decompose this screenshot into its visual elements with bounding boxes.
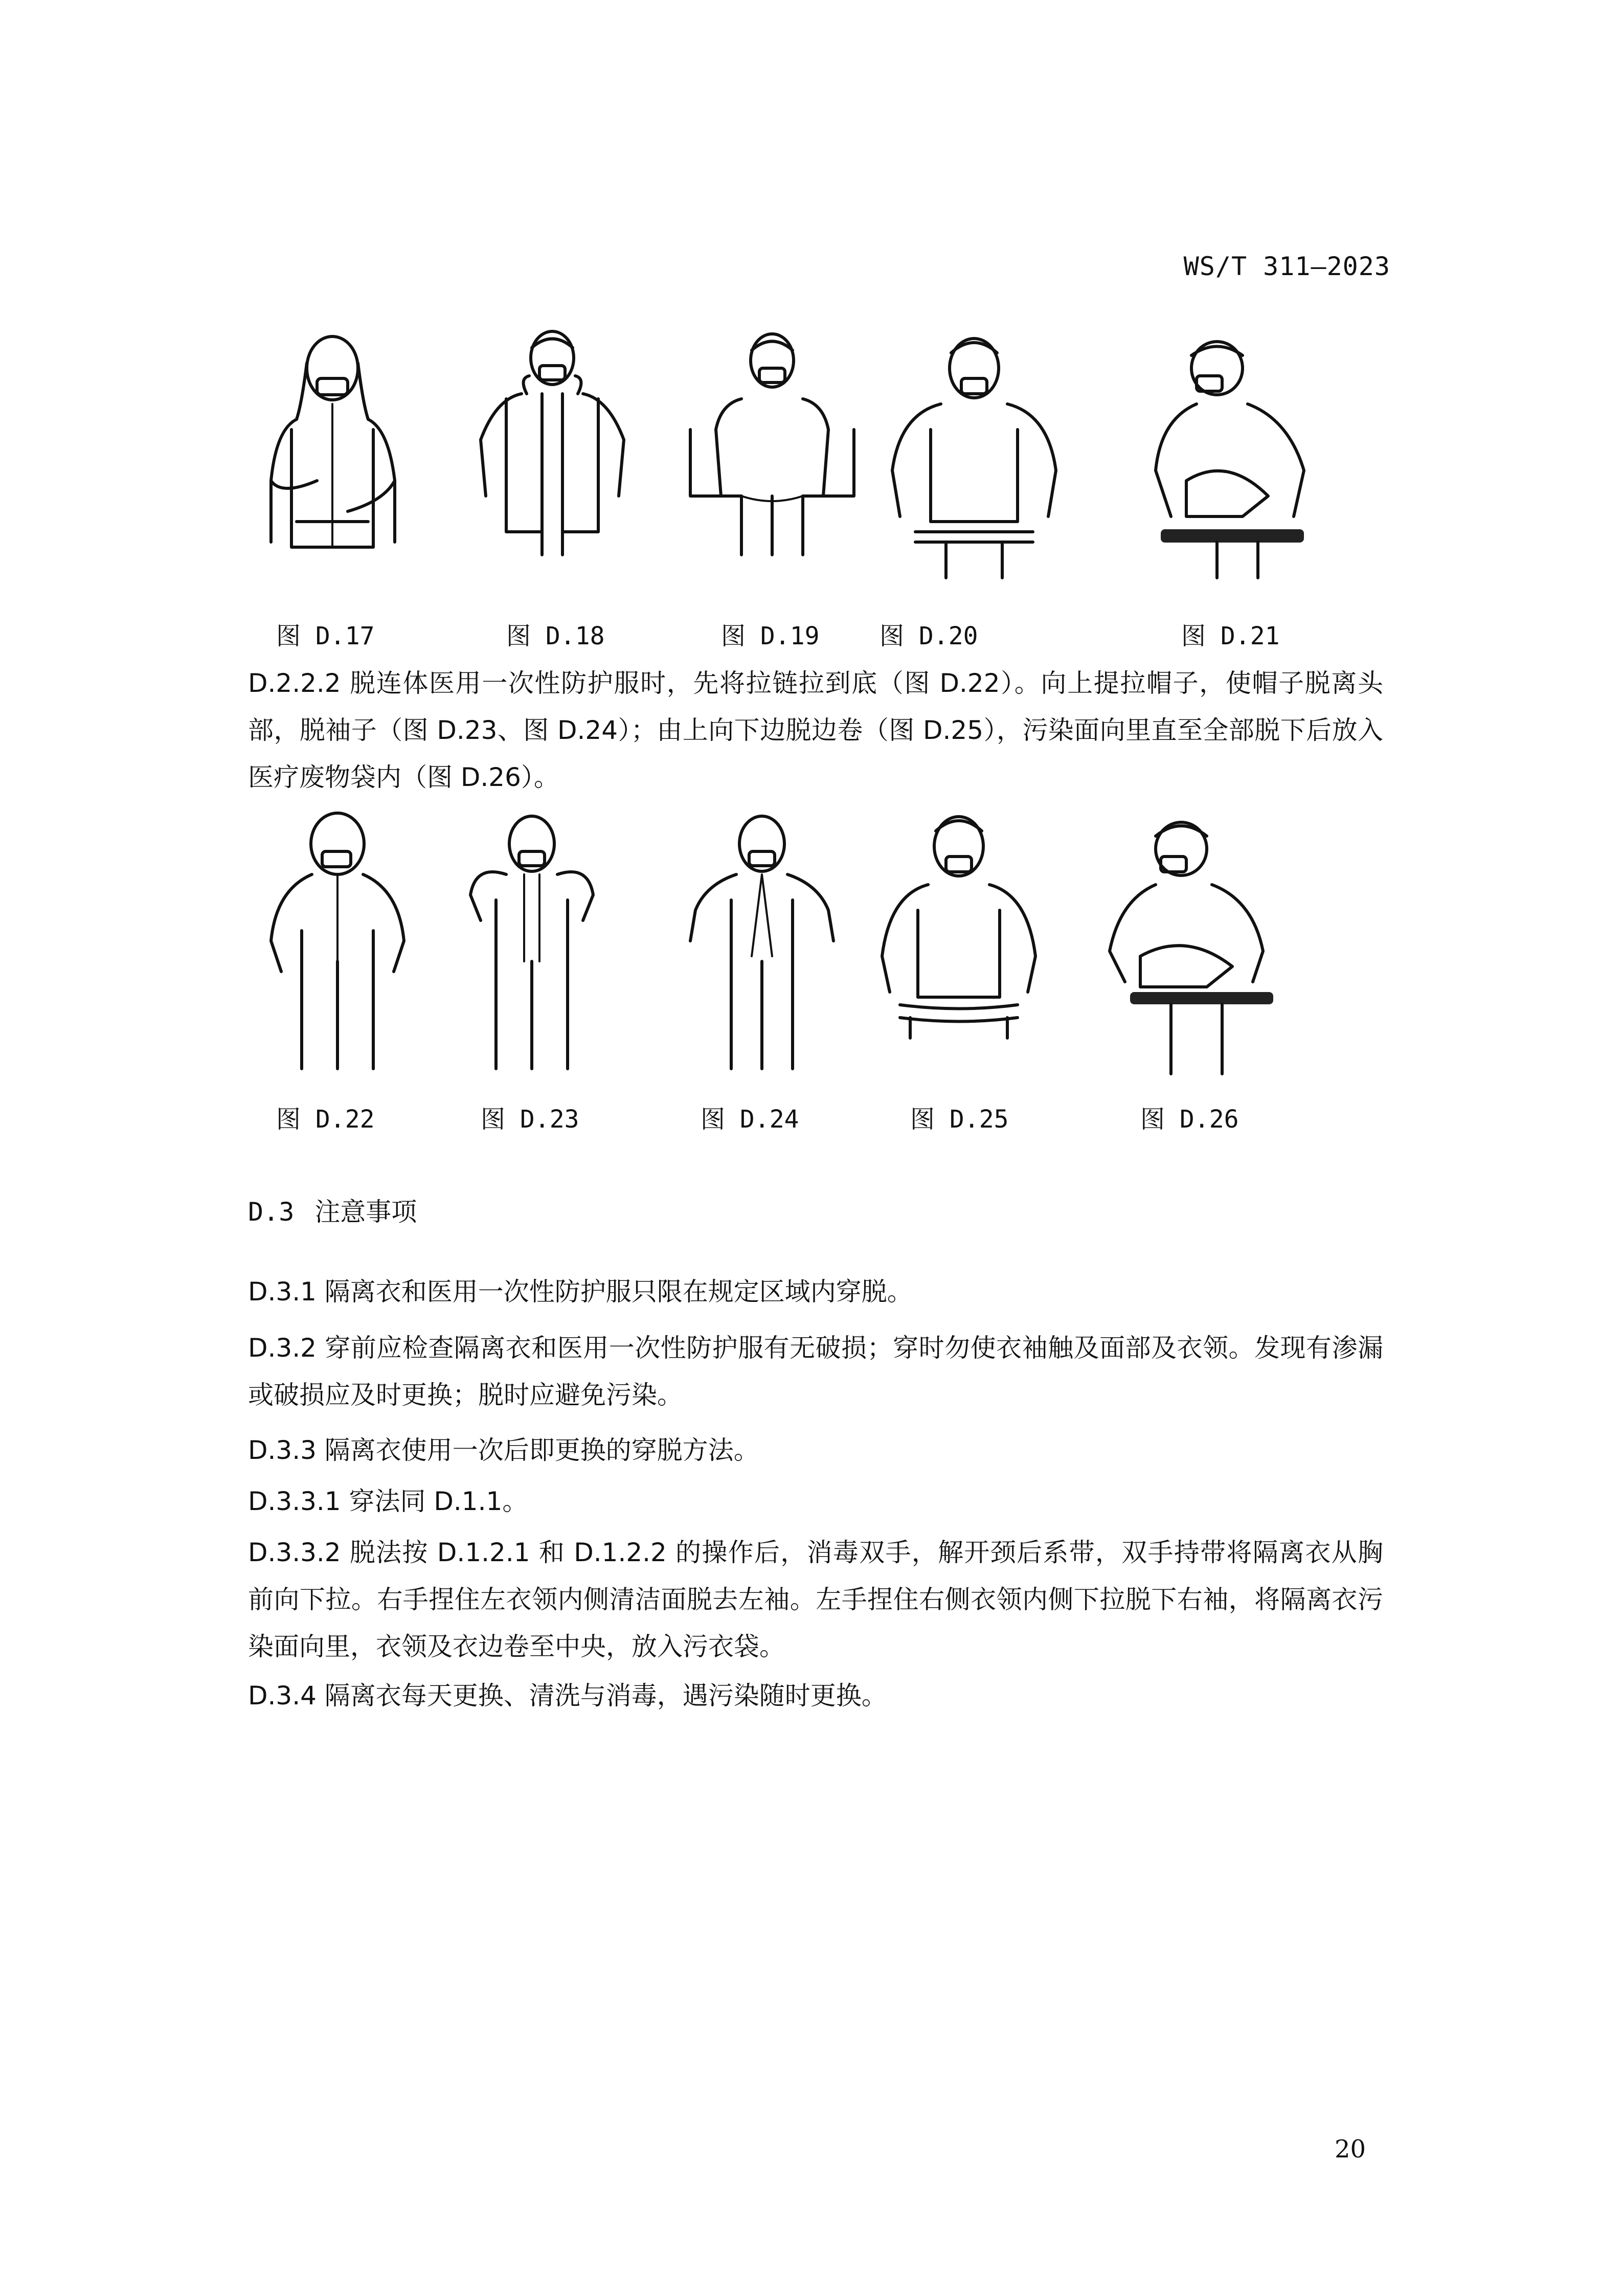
figure-d21-caption: 图 D.21 xyxy=(1181,622,1280,650)
figure-d26-caption: 图 D.26 xyxy=(1140,1105,1239,1134)
clause-d331: D.3.3.1 穿法同 D.1.1。 xyxy=(248,1487,528,1516)
document-code: WS/T 311—2023 xyxy=(1183,252,1390,281)
paragraph-d222 xyxy=(248,660,1383,801)
figure-d25-illustration xyxy=(869,808,1048,1084)
figure-d23-caption: 图 D.23 xyxy=(481,1105,579,1134)
figure-d24-illustration xyxy=(675,808,849,1074)
figure-d17-caption: 图 D.17 xyxy=(276,622,375,650)
figure-d26 xyxy=(1099,808,1283,1134)
figure-d21-illustration xyxy=(1140,327,1324,583)
section-heading-d3 xyxy=(248,1191,417,1228)
figure-d24-caption: 图 D.24 xyxy=(701,1105,799,1134)
figure-d25-caption: 图 D.25 xyxy=(910,1105,1009,1134)
figure-d17-illustration xyxy=(261,327,404,562)
figure-d18-illustration xyxy=(465,327,639,562)
figure-d19 xyxy=(675,327,869,650)
figure-d22-caption: 图 D.22 xyxy=(276,1105,375,1134)
figure-d18 xyxy=(465,327,639,650)
figure-d20 xyxy=(880,327,1069,650)
figure-d19-caption: 图 D.19 xyxy=(721,622,820,650)
clause-d32: D.3.2 穿前应检查隔离衣和医用一次性防护服有无破损；穿时勿使衣袖触及面部及衣领。发现有渗漏或破损应及时更换；脱时应避免污染。 xyxy=(248,1333,1383,1410)
figure-d22-illustration xyxy=(256,808,419,1074)
section-title: 注意事项 xyxy=(314,1197,417,1227)
clause-d34: D.3.4 隔离衣每天更换、清洗与消毒，遇污染随时更换。 xyxy=(248,1681,887,1710)
page-number: 20 xyxy=(1335,2135,1366,2164)
paragraph-d222-text: D.2.2.2 脱连体医用一次性防护服时，先将拉链拉到底（图 D.22）。向上提拉帽子，使帽子脱离头部，脱袖子（图 D.23、图 D.24）；由上向下边脱边卷（图 D.25），污染面向里直至全部脱下后放入医疗废物袋内（图 D.26）。 xyxy=(248,668,1383,792)
figure-d20-caption: 图 D.20 xyxy=(880,622,978,650)
section-number: D.3 xyxy=(248,1197,295,1227)
figure-d25 xyxy=(869,808,1048,1134)
clause-d332: D.3.3.2 脱法按 D.1.2.1 和 D.1.2.2 的操作后，消毒双手，解开颈后系带，双手持带将隔离衣从胸前向下拉。右手捏住左衣领内侧清洁面脱去左袖。左手捏住右侧衣领内侧下拉脱下右袖，将隔离衣污染面向里，衣领及衣边卷至中央，放入污衣袋。 xyxy=(248,1538,1383,1661)
figure-d17 xyxy=(261,327,404,650)
figure-d19-illustration xyxy=(675,327,869,562)
clause-d33: D.3.3 隔离衣使用一次后即更换的穿脱方法。 xyxy=(248,1435,759,1465)
figure-d18-caption: 图 D.18 xyxy=(506,622,605,650)
figure-d22 xyxy=(256,808,419,1134)
figure-d23 xyxy=(450,808,614,1134)
clause-d31: D.3.1 隔离衣和医用一次性防护服只限在规定区域内穿脱。 xyxy=(248,1277,913,1307)
figure-d26-illustration xyxy=(1099,808,1283,1084)
figure-d24 xyxy=(675,808,849,1134)
figure-d20-illustration xyxy=(880,327,1069,583)
figure-d23-illustration xyxy=(450,808,614,1074)
figure-d21 xyxy=(1140,327,1324,650)
